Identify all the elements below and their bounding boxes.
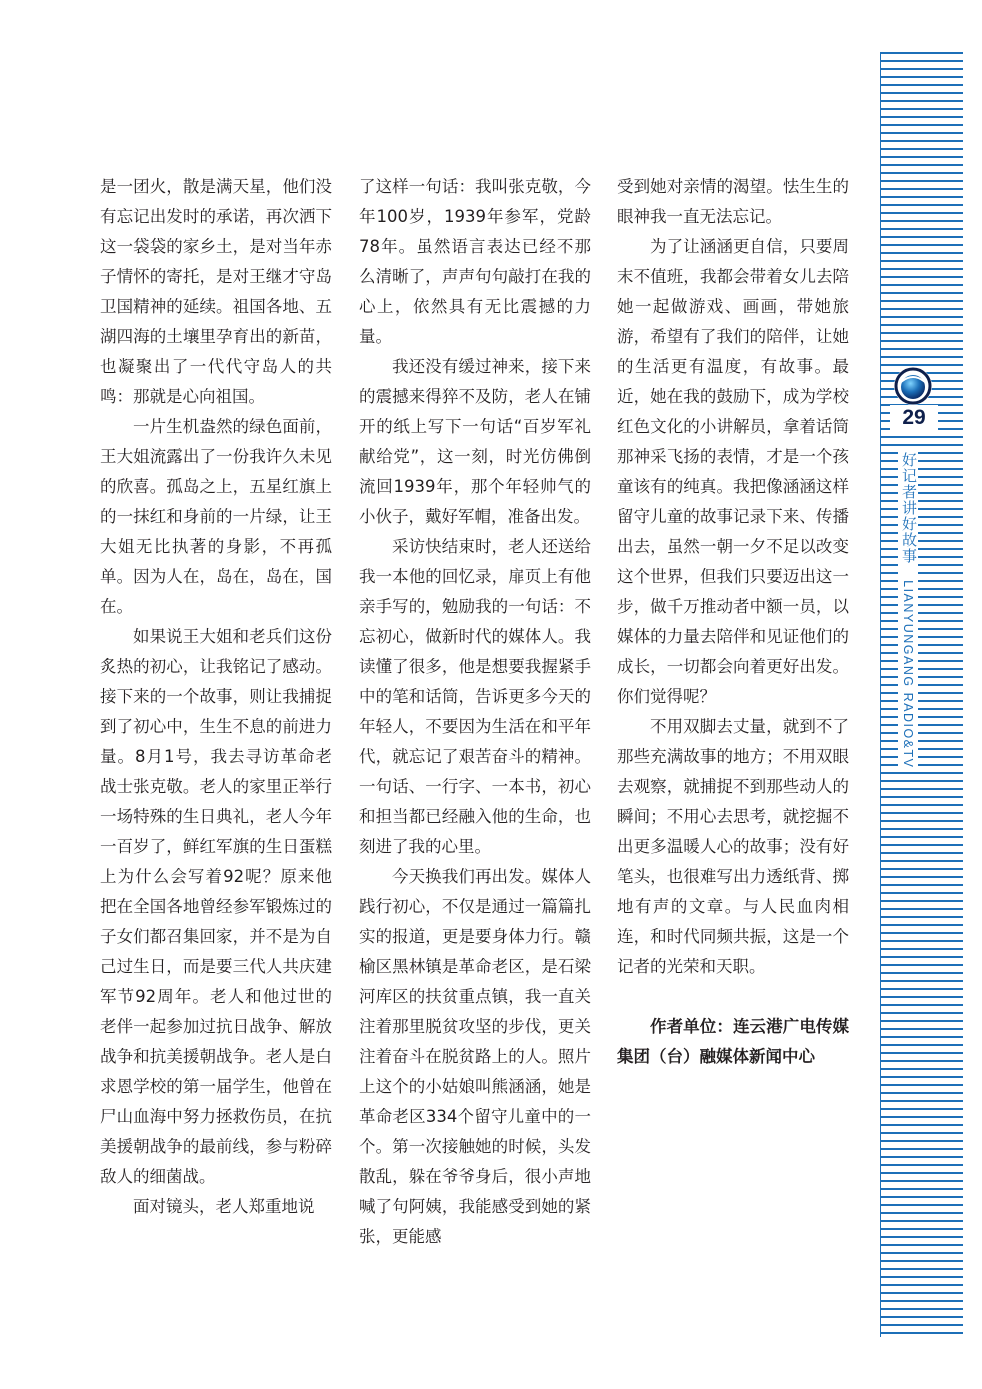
paragraph: 我还没有缓过神来，接下来的震撼来得猝不及防，老人在铺开的纸上写下一句话“百岁军礼献给党”，这一刻，时光仿佛倒流回1939年，那个年轻帅气的小伙子，戴好军帽，准备出发。 [359,357,591,526]
page-number: 29 [890,405,938,431]
striped-side-band [880,52,963,1337]
paragraph: 受到她对亲情的渴望。怯生生的眼神我一直无法忘记。 [617,177,849,226]
paragraph: 了这样一句话：我叫张克敬，今年100岁，1939年参军，党龄78年。虽然语言表达已经不那么清晰了，声声句句敲打在我的心上，依然具有无比震撼的力量。 [359,177,591,346]
paragraph: 是一团火，散是满天星，他们没有忘记出发时的承诺，再次洒下这一袋袋的家乡土，是对当年赤子情怀的寄托，是对王继才守岛卫国精神的延续。祖国各地、五湖四海的土壤里孕育出的新苗，也凝聚出了一代代守岛人的共鸣：那就是心向祖国。 [100,177,332,406]
paragraph: 一片生机盎然的绿色面前，王大姐流露出了一份我许久未见的欣喜。孤岛之上，五星红旗上的一抹红和身前的一片绿，让王大姐无比执著的身影，不再孤单。因为人在，岛在，岛在，国在。 [100,417,332,616]
paragraph: 面对镜头，老人郑重地说 [133,1197,315,1216]
paragraph: 今天换我们再出发。媒体人践行初心，不仅是通过一篇篇扎实的报道，更是要身体力行。赣榆区黑林镇是革命老区，是石梁河库区的扶贫重点镇，我一直关注着那里脱贫攻坚的步伐，更关注着奋斗在脱贫路上的人。照片上这个的小姑娘叫熊涵涵，她是革命老区334个留守儿童中的一个。第一次接触她的时候，头发散乱，躲在爷爷身后，很小声地喊了句阿姨，我能感受到她的紧张，更能感 [359,867,591,1246]
paragraph: 采访快结束时，老人还送给我一本他的回忆录，扉页上有他亲手写的，勉励我的一句话：不忘初心，做新时代的媒体人。我读懂了很多，他是想要我握紧手中的笔和话筒，告诉更多今天的年轻人，不要因为生活在和平年代，就忘记了艰苦奋斗的精神。一句话、一行字、一本书，初心和担当都已经融入他的生命，也刻进了我的心里。 [359,537,591,856]
text-column-2 [359,172,591,1252]
paragraph: 为了让涵涵更自信，只要周末不值班，我都会带着女儿去陪她一起做游戏、画画，带她旅游，希望有了我们的陪伴，让她的生活更有温度，有故事。最近，她在我的鼓励下，成为学校红色文化的小讲解员，拿着话筒那神采飞扬的表情，才是一个孩童该有的纯真。我把像涵涵这样留守儿童的故事记录下来、传播出去，虽然一朝一夕不足以改变这个世界，但我们只要迈出这一步，做千万推动者中额一员，以媒体的力量去陪伴和见证他们的成长，一切都会向着更好出发。你们觉得呢？ [617,237,849,706]
text-column-1 [100,172,332,1222]
paragraph: 如果说王大姐和老兵们这份炙热的初心，让我铭记了感动。接下来的一个故事，则让我捕捉到了初心中，生生不息的前进力量。8月1号，我去寻访革命老战士张克敬。老人的家里正举行一场特殊的生日典礼，老人今年一百岁了，鲜红军旗的生日蛋糕上为什么会写着92呢？原来他把在全国各地曾经参军锻炼过的子女们都召集回家，并不是为自己过生日，而是要三代人共庆建军节92周年。老人和他过世的老伴一起参加过抗日战争、解放战争和抗美援朝战争。老人是白求恩学校的第一届学生，他曾在尸山血海中努力拯救伤员，在抗美援朝战争的最前线，参与粉碎敌人的细菌战。 [100,627,332,1186]
magazine-emblem-icon [893,366,933,406]
text-column-3 [617,172,849,1072]
running-header [898,452,918,769]
author-affiliation: 作者单位：连云港广电传媒集团（台）融媒体新闻中心 [617,1017,849,1066]
paragraph: 不用双脚去丈量，就到不了那些充满故事的地方；不用双眼去观察，就捕捉不到那些动人的瞬间；不用心去思考，就挖掘不出更多温暖人心的故事；没有好笔头，也很难写出力透纸背、掷地有声的文章。与人民血肉相连，和时代同频共振，这是一个记者的光荣和天职。 [617,717,849,976]
section-title: 好记者讲好故事 [900,452,917,564]
publication-name: LIANYUNGANG RADIO&TV [901,580,915,769]
